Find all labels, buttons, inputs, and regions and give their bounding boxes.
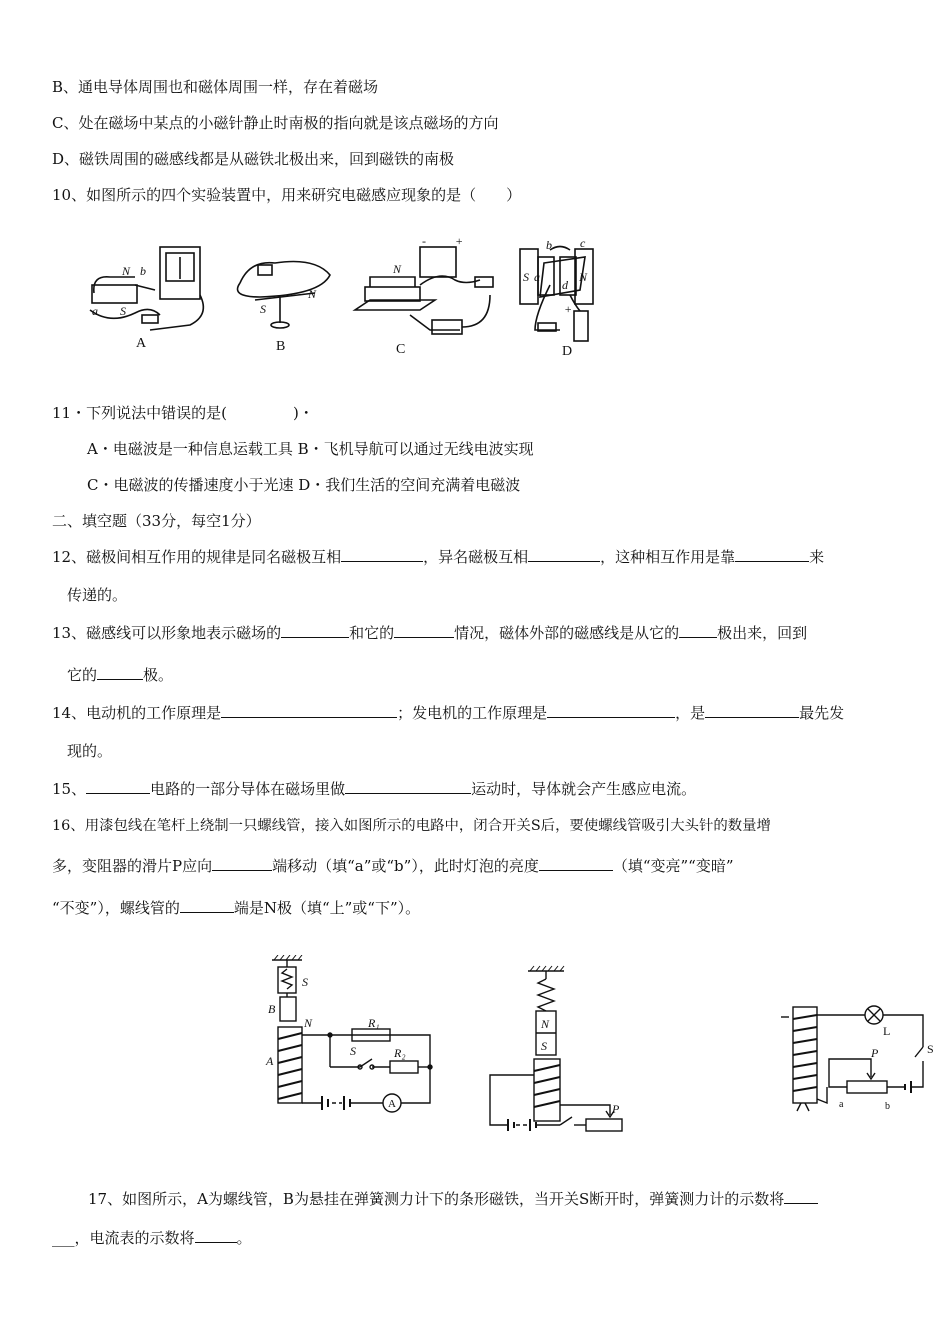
figure-c-minus: - [422, 235, 426, 248]
figure-label-a: A [136, 336, 147, 351]
fig3-label-l: L [883, 1024, 891, 1038]
figure-d-battery [574, 311, 588, 341]
figure-label-b: B [276, 339, 286, 354]
figure-c-letter-n: N [393, 262, 402, 276]
rheostat [586, 1119, 622, 1131]
figure-b-wire [258, 265, 272, 275]
q15-text-3: 运动时，导体就会产生感应电流。 [471, 780, 697, 798]
figure-a-letter-s: S [120, 304, 126, 318]
figure-d-letter-n: N [579, 270, 588, 284]
q12-text-1: 12、磁极间相互作用的规律是同名磁极互相 [52, 548, 342, 566]
q14-text-4: 最先发 [799, 704, 845, 722]
q15-blank-2[interactable] [345, 778, 471, 794]
figure-label-c: C [396, 342, 406, 357]
q16-line3 [52, 897, 420, 919]
figure-c-plus: + [455, 235, 464, 248]
rheostat [847, 1081, 887, 1093]
figure-d-letter-c: c [580, 236, 586, 250]
q9-option-d: D、磁铁周围的磁感线都是从磁铁北极出来，回到磁铁的南极 [52, 150, 455, 168]
fig1-label-s2: S [350, 1044, 356, 1058]
q11-options-cd: C・电磁波的传播速度小于光速 D・我们生活的空间充满着电磁波 [87, 476, 521, 494]
fig3-label-s: S [927, 1042, 934, 1056]
q16-line1: 16、用漆包线在笔杆上绕制一只螺线管，接入如图所示的电路中，闭合开关S后，要使螺线管吸引大头针的数量增 [52, 818, 771, 834]
q11-stem-end: )・ [292, 404, 314, 422]
q17-blank-1a[interactable] [784, 1188, 818, 1204]
q12-line1 [52, 546, 824, 568]
q13-text-2: 和它的 [349, 624, 395, 642]
figure-a-letter-n: N [122, 264, 131, 278]
q13-text-1: 13、磁感线可以形象地表示磁场的 [52, 624, 282, 642]
q15-blank-1[interactable] [86, 778, 150, 794]
q10-stem: 10、如图所示的四个实验装置中，用来研究电磁感应现象的是（ ） [52, 186, 522, 204]
q12-text-4: 来 [809, 548, 825, 566]
ammeter-label: A [388, 1098, 396, 1110]
figure-label-d: D [562, 344, 573, 359]
q16-text-2a: 多，变阻器的滑片P应向 [52, 857, 213, 875]
fig1-label-b: B [268, 1002, 276, 1016]
q14-text-2: ；发电机的工作原理是 [397, 704, 548, 722]
q13-text-6: 极。 [143, 666, 174, 684]
q14-blank-3[interactable] [705, 702, 799, 718]
figure-d-letter-d: d [562, 278, 568, 292]
q14-text-1: 14、电动机的工作原理是 [52, 704, 222, 722]
q13-text-4: 极出来，回到 [717, 624, 808, 642]
fig1-label-r1: R₁ [368, 1016, 380, 1030]
figure-a-letter-a: a [92, 304, 98, 318]
fig2-label-s: S [541, 1039, 547, 1053]
q14-text-3: ，是 [675, 704, 706, 722]
q13-blank-3[interactable] [679, 622, 717, 638]
q14-line1 [52, 702, 844, 724]
fig3-label-p: P [871, 1046, 879, 1060]
q13-blank-2[interactable] [394, 622, 454, 638]
q17-blank-2[interactable] [195, 1227, 237, 1243]
q16-text-2c: （填“变亮”“变暗” [612, 857, 734, 875]
figure-b-letter-s: S [260, 302, 266, 316]
q12-text-3: ，这种相互作用是靠 [600, 548, 736, 566]
figure-a-letter-b: b [140, 264, 146, 278]
q15-text-1: 15、 [52, 780, 87, 798]
fig1-label-n: N [304, 1016, 313, 1030]
q12-blank-2[interactable] [528, 546, 600, 562]
figure-d-letter-s: S [523, 270, 529, 284]
q14-blank-2[interactable] [547, 702, 675, 718]
q9-option-c: C、处在磁场中某点的小磁针静止时南极的指向就是该点磁场的方向 [52, 114, 499, 132]
circuit-figure-1 [260, 955, 450, 1115]
q12-text-2: ，异名磁极互相 [423, 548, 529, 566]
figure-a-magnet [92, 285, 137, 303]
fig3-label-a: a [839, 1099, 844, 1110]
figure-d-letter-a: a [534, 270, 540, 284]
fig2-label-n: N [541, 1017, 550, 1031]
q14-blank-1[interactable] [221, 702, 397, 718]
q12-blank-1[interactable] [341, 546, 423, 562]
section-title-fill-in: 二、填空题（33分，每空1分） [52, 512, 261, 530]
q9-option-b: B、通电导体周围也和磁体周围一样，存在着磁场 [52, 78, 379, 96]
q15-line [52, 778, 696, 800]
circuit-figure-2 [478, 965, 638, 1140]
q16-text-3a: “不变”），螺线管的 [52, 899, 180, 917]
fig1-label-a: A [266, 1054, 274, 1068]
q13-line2 [67, 664, 173, 686]
q10-figure [80, 235, 620, 365]
q11-stem [52, 402, 314, 424]
q16-line2 [52, 855, 734, 877]
q11-stem-start: 11・下列说法中错误的是( [52, 404, 227, 422]
figure-d-letter-b: b [546, 238, 552, 252]
resistor-r2 [390, 1061, 418, 1073]
figure-d-plus: + [564, 302, 573, 316]
q14-line2: 现的。 [67, 742, 113, 760]
figure-c-battery [420, 247, 456, 277]
q16-text-2b: 端移动（填“a”或“b”），此时灯泡的亮度 [272, 857, 539, 875]
q16-blank-1[interactable] [212, 855, 272, 871]
bar-magnet-b [280, 997, 296, 1021]
q16-text-3b: 端是N极（填“上”或“下”）。 [233, 899, 421, 917]
fig3-label-b: b [885, 1101, 890, 1112]
q17-line1 [88, 1188, 818, 1210]
q12-line2: 传递的。 [67, 586, 128, 604]
fig1-label-r2: R₂ [394, 1046, 406, 1060]
spring-scale [278, 967, 296, 993]
q13-blank-4[interactable] [97, 664, 143, 680]
fig1-label-s: S [302, 975, 308, 989]
figure-b-letter-n: N [308, 287, 317, 301]
q17-line2 [52, 1227, 252, 1249]
q12-blank-3[interactable] [735, 546, 809, 562]
q17-text-2a: ___，电流表的示数将 [52, 1229, 195, 1247]
q13-blank-1[interactable] [281, 622, 349, 638]
circuit-figure-3 [775, 995, 940, 1120]
q13-text-5: 它的 [67, 666, 98, 684]
q17-text-1: 17、如图所示，A为螺线管，B为悬挂在弹簧测力计下的条形磁铁，当开关S断开时，弹簧测力计的示数将 [88, 1190, 785, 1208]
fig2-label-p: P [612, 1102, 620, 1116]
q15-text-2: 电路的一部分导体在磁场里做 [150, 780, 346, 798]
q17-text-2b: 。 [236, 1229, 252, 1247]
q13-line1 [52, 622, 807, 644]
q16-blank-3[interactable] [180, 897, 234, 913]
q16-blank-2[interactable] [539, 855, 613, 871]
q11-options-ab: A・电磁波是一种信息运载工具 B・飞机导航可以通过无线电波实现 [87, 440, 534, 458]
q13-text-3: 情况，磁体外部的磁感线是从它的 [454, 624, 680, 642]
